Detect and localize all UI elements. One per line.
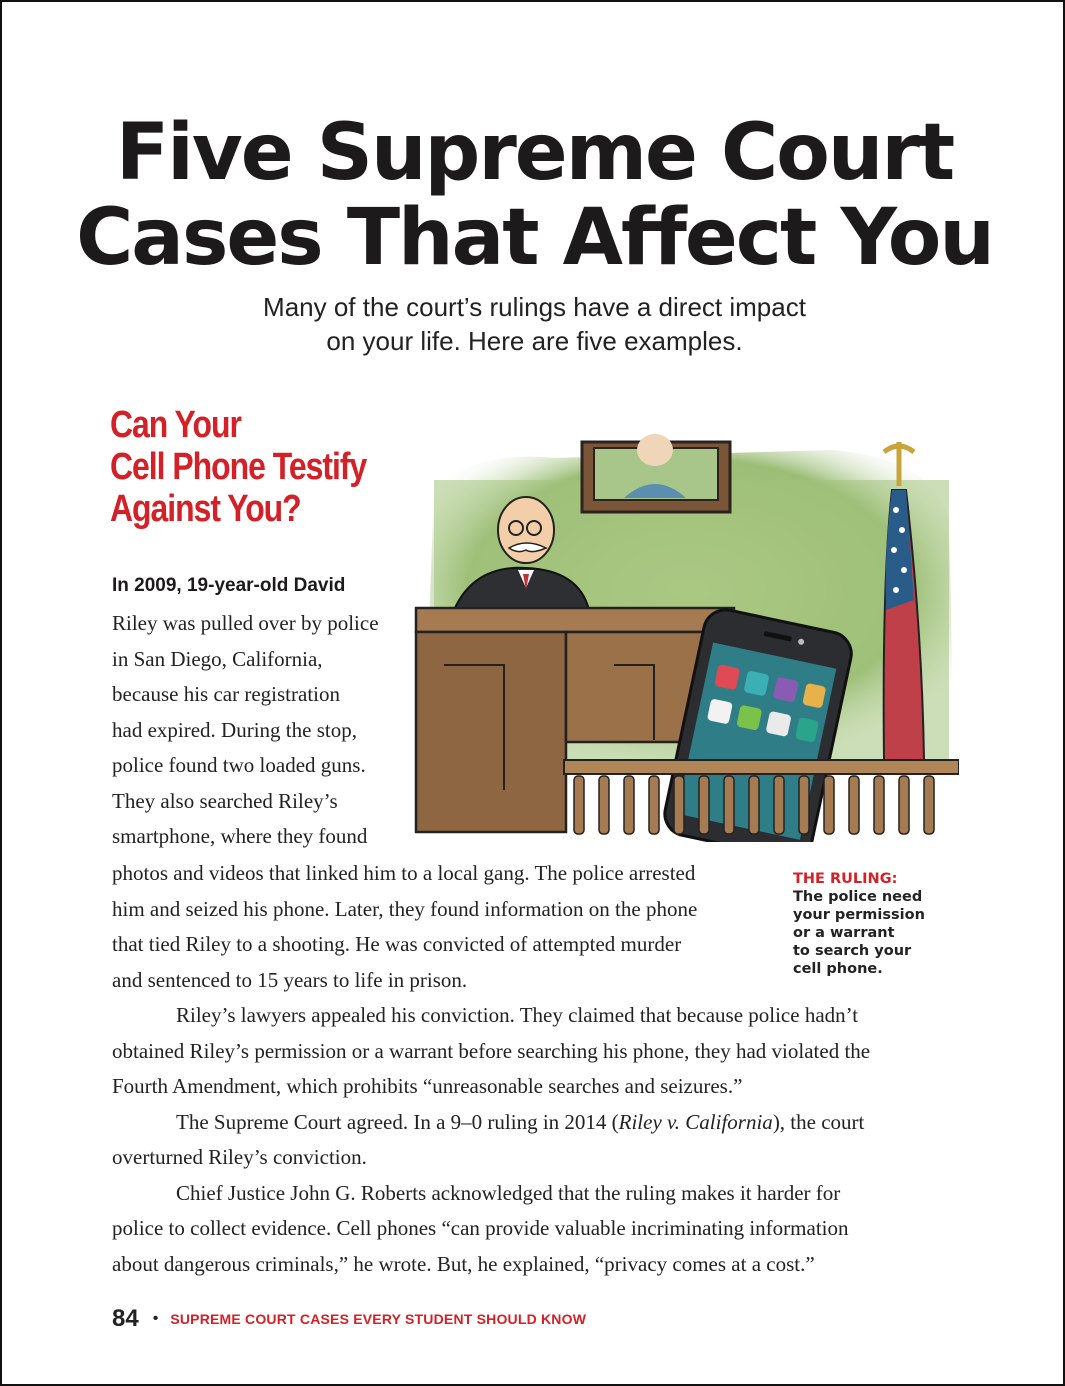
body-line: Riley was pulled over by police (112, 611, 379, 635)
ruling-line: your permission (793, 907, 925, 923)
body-line-with-case (112, 1105, 870, 1141)
deck-subtitle (2, 290, 1065, 358)
body-line: Riley’s lawyers appealed his conviction. They claimed that because police hadn’t (176, 1003, 859, 1027)
text: ), the court (772, 1109, 865, 1134)
body-line: overturned Riley’s conviction. (112, 1145, 367, 1169)
deck-line: on your life. Here are five examples. (326, 326, 743, 356)
body-line: police to collect evidence. Cell phones “can provide valuable incriminating information (112, 1216, 849, 1240)
text: The Supreme Court agreed. In a 9–0 ruling in 2014 ( (176, 1109, 619, 1134)
running-title: SUPREME COURT CASES EVERY STUDENT SHOULD KNOW (170, 1311, 587, 1327)
section-heading (110, 404, 366, 530)
ruling-line: cell phone. (793, 961, 883, 977)
body-line: They also searched Riley’s (112, 788, 338, 813)
body-line: photos and videos that linked him to a local gang. The police arrested (112, 861, 696, 885)
body-line: police found two loaded guns. (112, 753, 366, 777)
body-line: in San Diego, California, (112, 646, 323, 671)
body-line: Fourth Amendment, which prohibits “unreasonable searches and seizures.” (112, 1074, 743, 1098)
page-footer (112, 1305, 586, 1333)
deck-line: Many of the court’s rulings have a direct impact (263, 292, 806, 322)
body-line: him and seized his phone. Later, they found information on the phone (112, 896, 698, 921)
page-title-line-1: Five Supreme Court (115, 108, 954, 198)
body-line: smartphone, where they found (112, 824, 368, 848)
body-narrow-column (112, 606, 412, 855)
body-line: had expired. During the stop, (112, 717, 357, 742)
bullet-separator: • (152, 1310, 159, 1327)
heading-line: Can Your (110, 404, 241, 446)
courtroom-illustration (414, 430, 959, 842)
ruling-callout (793, 870, 925, 978)
ruling-line: or a warrant (793, 925, 895, 941)
ruling-line: to search your (793, 943, 912, 959)
ruling-line: The police need (793, 889, 923, 905)
body-line: obtained Riley’s permission or a warrant before searching his phone, they had violated the (112, 1038, 871, 1063)
ruling-label: THE RULING: (793, 871, 898, 887)
body-wide-lines (112, 856, 870, 1282)
body-line: about dangerous criminals,” he wrote. But, he explained, “privacy comes at a cost.” (112, 1251, 815, 1276)
body-line: Chief Justice John G. Roberts acknowledged that the ruling makes it harder for (176, 1180, 841, 1205)
courtroom-illustration-svg (414, 430, 959, 842)
page-title-line-2: Cases That Affect You (76, 193, 993, 283)
lead-in: In 2009, 19-year-old David (112, 575, 346, 596)
case-name: Riley v. California (618, 1109, 773, 1134)
page-number: 84 (112, 1305, 139, 1332)
heading-line: Against You? (110, 488, 301, 530)
body-line: and sentenced to 15 years to life in prison. (112, 967, 468, 992)
body-line: because his car registration (112, 682, 340, 706)
body-line: that tied Riley to a shooting. He was convicted of attempted murder (112, 932, 682, 956)
heading-line: Cell Phone Testify (110, 446, 367, 488)
